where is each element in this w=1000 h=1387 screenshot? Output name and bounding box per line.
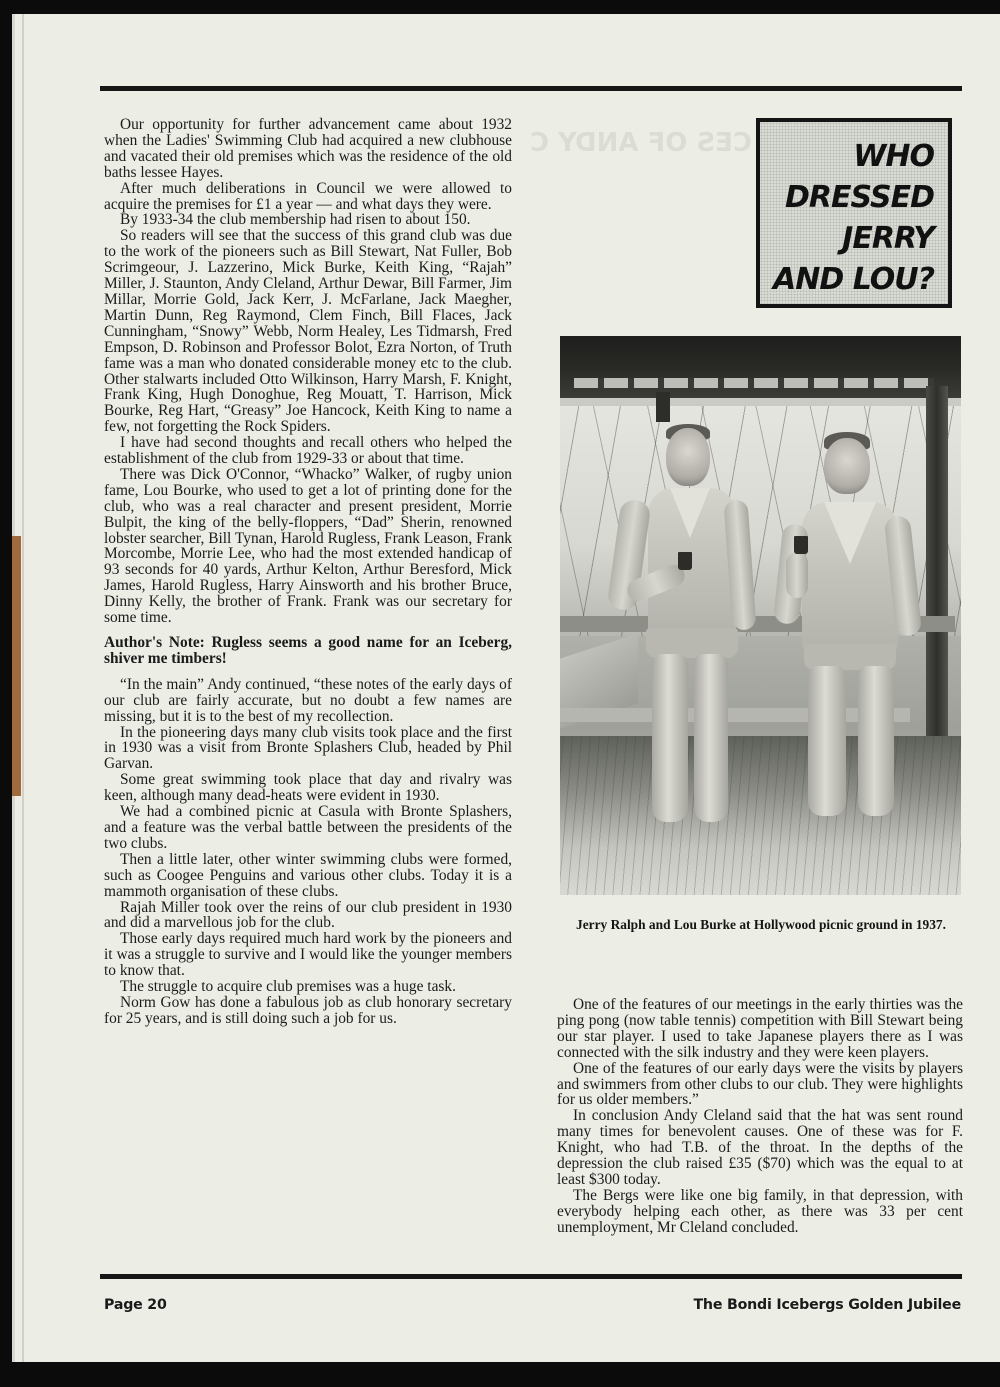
paragraph: Norm Gow has done a fabulous job as club honorary secretary for 25 years, and is still doing such a job for us. (104, 993, 512, 1027)
paragraph: There was Dick O'Connor, “Whacko” Walker, of rugby union fame, Lou Bourke, who used to get a lot of printing done for the club, who was a real character and present president, Morrie Bulpit, the king of the belly-floppers, “Dad” Sherin, renowned lobster searcher, Bill Tynan, Harold Rugless, Frank Leason, Frank Morcombe, Morrie Lee, who had the most extended handicap of 93 seconds for 40 yards, Arthur Kelton, Arthur Beresford, Mick James, Harold Rugless, Harry Ainsworth and his brother Bruce, Dinny Kelly, the brother of Frank. Frank was our secretary for some time. (104, 465, 512, 627)
left-column (104, 117, 512, 1027)
right-column (557, 997, 963, 1236)
paragraph: Then a little later, other winter swimming clubs were formed, such as Coogee Penguins and various other clubs. Today it is a mammoth organisation of these clubs. (104, 850, 512, 900)
binding-edge (22, 14, 24, 1362)
bottom-rule (100, 1274, 962, 1279)
paragraph: “In the main” Andy continued, “these notes of the early days of our club are fairly accurate, but no doubt a few names are missing, but it is to the best of my recollection. (104, 675, 512, 725)
photo-roof-slats (574, 378, 934, 388)
publication-title: The Bondi Icebergs Golden Jubilee (693, 1297, 961, 1313)
photo-post (656, 392, 670, 422)
page-number: Page 20 (104, 1297, 167, 1313)
authors-note: Author's Note: Rugless seems a good name for an Iceberg, shiver me timbers! (104, 634, 512, 667)
top-rule (100, 86, 962, 91)
paragraph: In the pioneering days many club visits took place and the first in 1930 was a visit from Bronte Splashers Club, headed by Phil Garvan. (104, 723, 512, 773)
paragraph: By 1933-34 the club membership had risen to about 150. (120, 211, 471, 229)
paragraph: I have had second thoughts and recall others who helped the establishment of the club from 1929-33 or about that time. (104, 434, 512, 468)
paragraph: The struggle to acquire club premises was a huge task. (120, 978, 456, 996)
paragraph: Those early days required much hard work by the pioneers and it was a struggle to survive and I would like the younger members to know that. (104, 930, 512, 980)
photo-jerry-and-lou (560, 336, 961, 895)
headline-line: WHO (853, 139, 934, 174)
paragraph: In conclusion Andy Cleland said that the hat was sent round many times for benevolent causes. One of these was for F. Knight, who had T.B. of the throat. In the depths of the depression the club raised £35 ($70) which was the equal to at least $300 today. (557, 1107, 963, 1188)
paragraph: Some great swimming took place that day and rivalry was keen, although many dead-heats were evident in 1930. (104, 771, 512, 805)
binding-tab (12, 536, 21, 796)
bleed-through-text: CES OF ANDY C (530, 128, 752, 158)
paragraph: One of the features of our meetings in the early thirties was the ping pong (now table tennis) competition with Bill Stewart being our star player. I used to take Japanese players there as I was connected with the silk industry and they were keen players. (557, 996, 963, 1061)
headline-line: JERRY (842, 221, 934, 256)
paragraph: So readers will see that the success of this grand club was due to the work of the pioneers such as Bill Stewart, Nat Fuller, Bob Scrimgeour, J. Lazzerino, Mick Burke, Keith King, “Rajah” Miller, J. Staunton, Andy Cleland, Arthur Dewar, Bill Farmer, Jim Millar, Morrie Gold, Jack Kerr, J. McFarlane, Jack Maegher, Martin Dunn, Reg Raymond, Clem Finch, Bill Flaces, Jack Cunningham, “Snowy” Webb, Norm Healey, Les Tidmarsh, Fred Empson, D. Robinson and Professor Bolot, Ezra Norton, of Truth fame was a man who donated considerable money etc to the club. Other stalwarts included Otto Wilkinson, Harry Marsh, F. Knight, Frank King, Hugh Donoghue, Reg Mouatt, T. Harrison, Mick Bourke, Reg Hart, “Greasy” Joe Hancock, Keith King to name a few, not forgetting the Rock Spiders. (104, 227, 512, 436)
headline-line: DRESSED (784, 180, 934, 215)
paragraph: After much deliberations in Council we were allowed to acquire the premises for £1 a year — and what days they were. (104, 179, 512, 213)
headline-line: AND LOU? (773, 262, 934, 297)
paragraph: The Bergs were like one big family, in that depression, with everybody helping each other, as there was 33 per cent unemployment, Mr Cleland concluded. (557, 1186, 963, 1236)
headline-box (756, 118, 952, 308)
paragraph: Our opportunity for further advancement came about 1932 when the Ladies' Swimming Club had acquired a new clubhouse and vacated their old premises which was the residence of the old baths lessee Hayes. (104, 116, 512, 181)
photo-person-left (608, 422, 758, 822)
photo-shelter-roof (560, 336, 961, 398)
photo-person-right (772, 432, 922, 822)
paragraph: We had a combined picnic at Casula with Bronte Splashers, and a feature was the verbal battle between the presidents of the two clubs. (104, 803, 512, 852)
paragraph: One of the features of our early days were the visits by players and swimmers from other clubs to our club. They were highlights for us older members.” (557, 1059, 963, 1109)
paragraph: Rajah Miller took over the reins of our club president in 1930 and did a marvellous job for the club. (104, 898, 512, 932)
photo-caption: Jerry Ralph and Lou Burke at Hollywood picnic ground in 1937. (576, 917, 946, 932)
